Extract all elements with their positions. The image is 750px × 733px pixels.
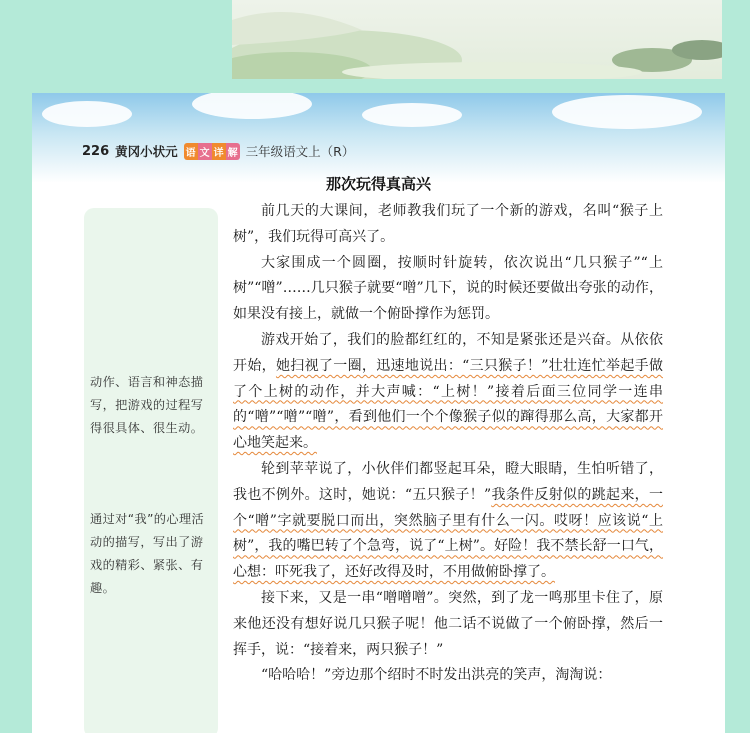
page-number: 226 (82, 143, 110, 159)
paragraph: 前几天的大课间，老师教我们玩了一个新的游戏，名叫“猴子上树”，我们玩得可高兴了。 (233, 203, 663, 245)
article-body (233, 199, 663, 689)
highlighted-sentence: 我条件反射似的跳起来，一个“噌”字就要脱口而出，突然脑子里有什么一闪。哎呀！应该说“上树”，我的嘴巴转了个急弯，说了“上树”。好险！我不禁长舒一口气，心想：吓死我了，还好改得及时，不用做俯卧撑了。 (233, 486, 663, 581)
paragraph (233, 328, 663, 457)
paragraph (233, 457, 663, 586)
paragraph-text: 游戏开始了，我们的脸都红红的，不知是紧张还是兴奋。从依依开始， (233, 331, 663, 374)
paragraph-text: 轮到苹苹说了，小伙伴们都竖起耳朵，瞪大眼睛，生怕听错了，我也不例外。这时，她说：“五只猴子！” (233, 460, 663, 503)
landscape-illustration (232, 0, 722, 79)
page-header (82, 141, 354, 161)
highlighted-sentence: 她扫视了一圈，迅速地说出：“三只猴子！”壮壮连忙举起手做了个上树的动作，并大声喊：“上树！”接着后面三位同学一连串的“噌”“噌”“噌”，看到他们一个个像猴子似的蹿得那么高，大家都开心地笑起来。 (233, 357, 663, 452)
side-note-1: 动作、语言和神态描写，把游戏的过程写得很具体、很生动。 (90, 375, 204, 435)
grade-label: 三年级语文上（R） (245, 144, 355, 159)
badge-char: 解 (226, 143, 240, 160)
badge-char: 详 (212, 143, 226, 160)
badge-char: 文 (198, 143, 212, 160)
sky-header-band (32, 93, 725, 183)
paragraph: “哈哈哈！”旁边那个绍时不时发出洪亮的笑声，淘淘说： (261, 667, 612, 684)
top-illustration (232, 0, 722, 79)
subject-badge (184, 143, 240, 160)
badge-char: 语 (184, 143, 198, 160)
series-title: 黄冈小状元 (115, 144, 178, 159)
paragraph: 接下来，又是一串“噌噌噌”。突然，到了龙一鸣那里卡住了，原来他还没有想好说几只猴子呢！他二话不说做了一个俯卧撑，然后一挥手，说：“接着来，两只猴子！” (233, 589, 663, 658)
paragraph: 大家围成一个圆圈，按顺时针旋转，依次说出“几只猴子”“上树”“噌”……几只猴子就要“噌”几下，说的时候还要做出夸张的动作，如果没有接上，就做一个俯卧撑作为惩罚。 (233, 254, 663, 323)
article-title: 那次玩得真高兴 (325, 175, 431, 193)
side-note-2: 通过对“我”的心理活动的描写，写出了游戏的精彩、紧张、有趣。 (90, 512, 205, 595)
side-note-panel (84, 208, 218, 733)
